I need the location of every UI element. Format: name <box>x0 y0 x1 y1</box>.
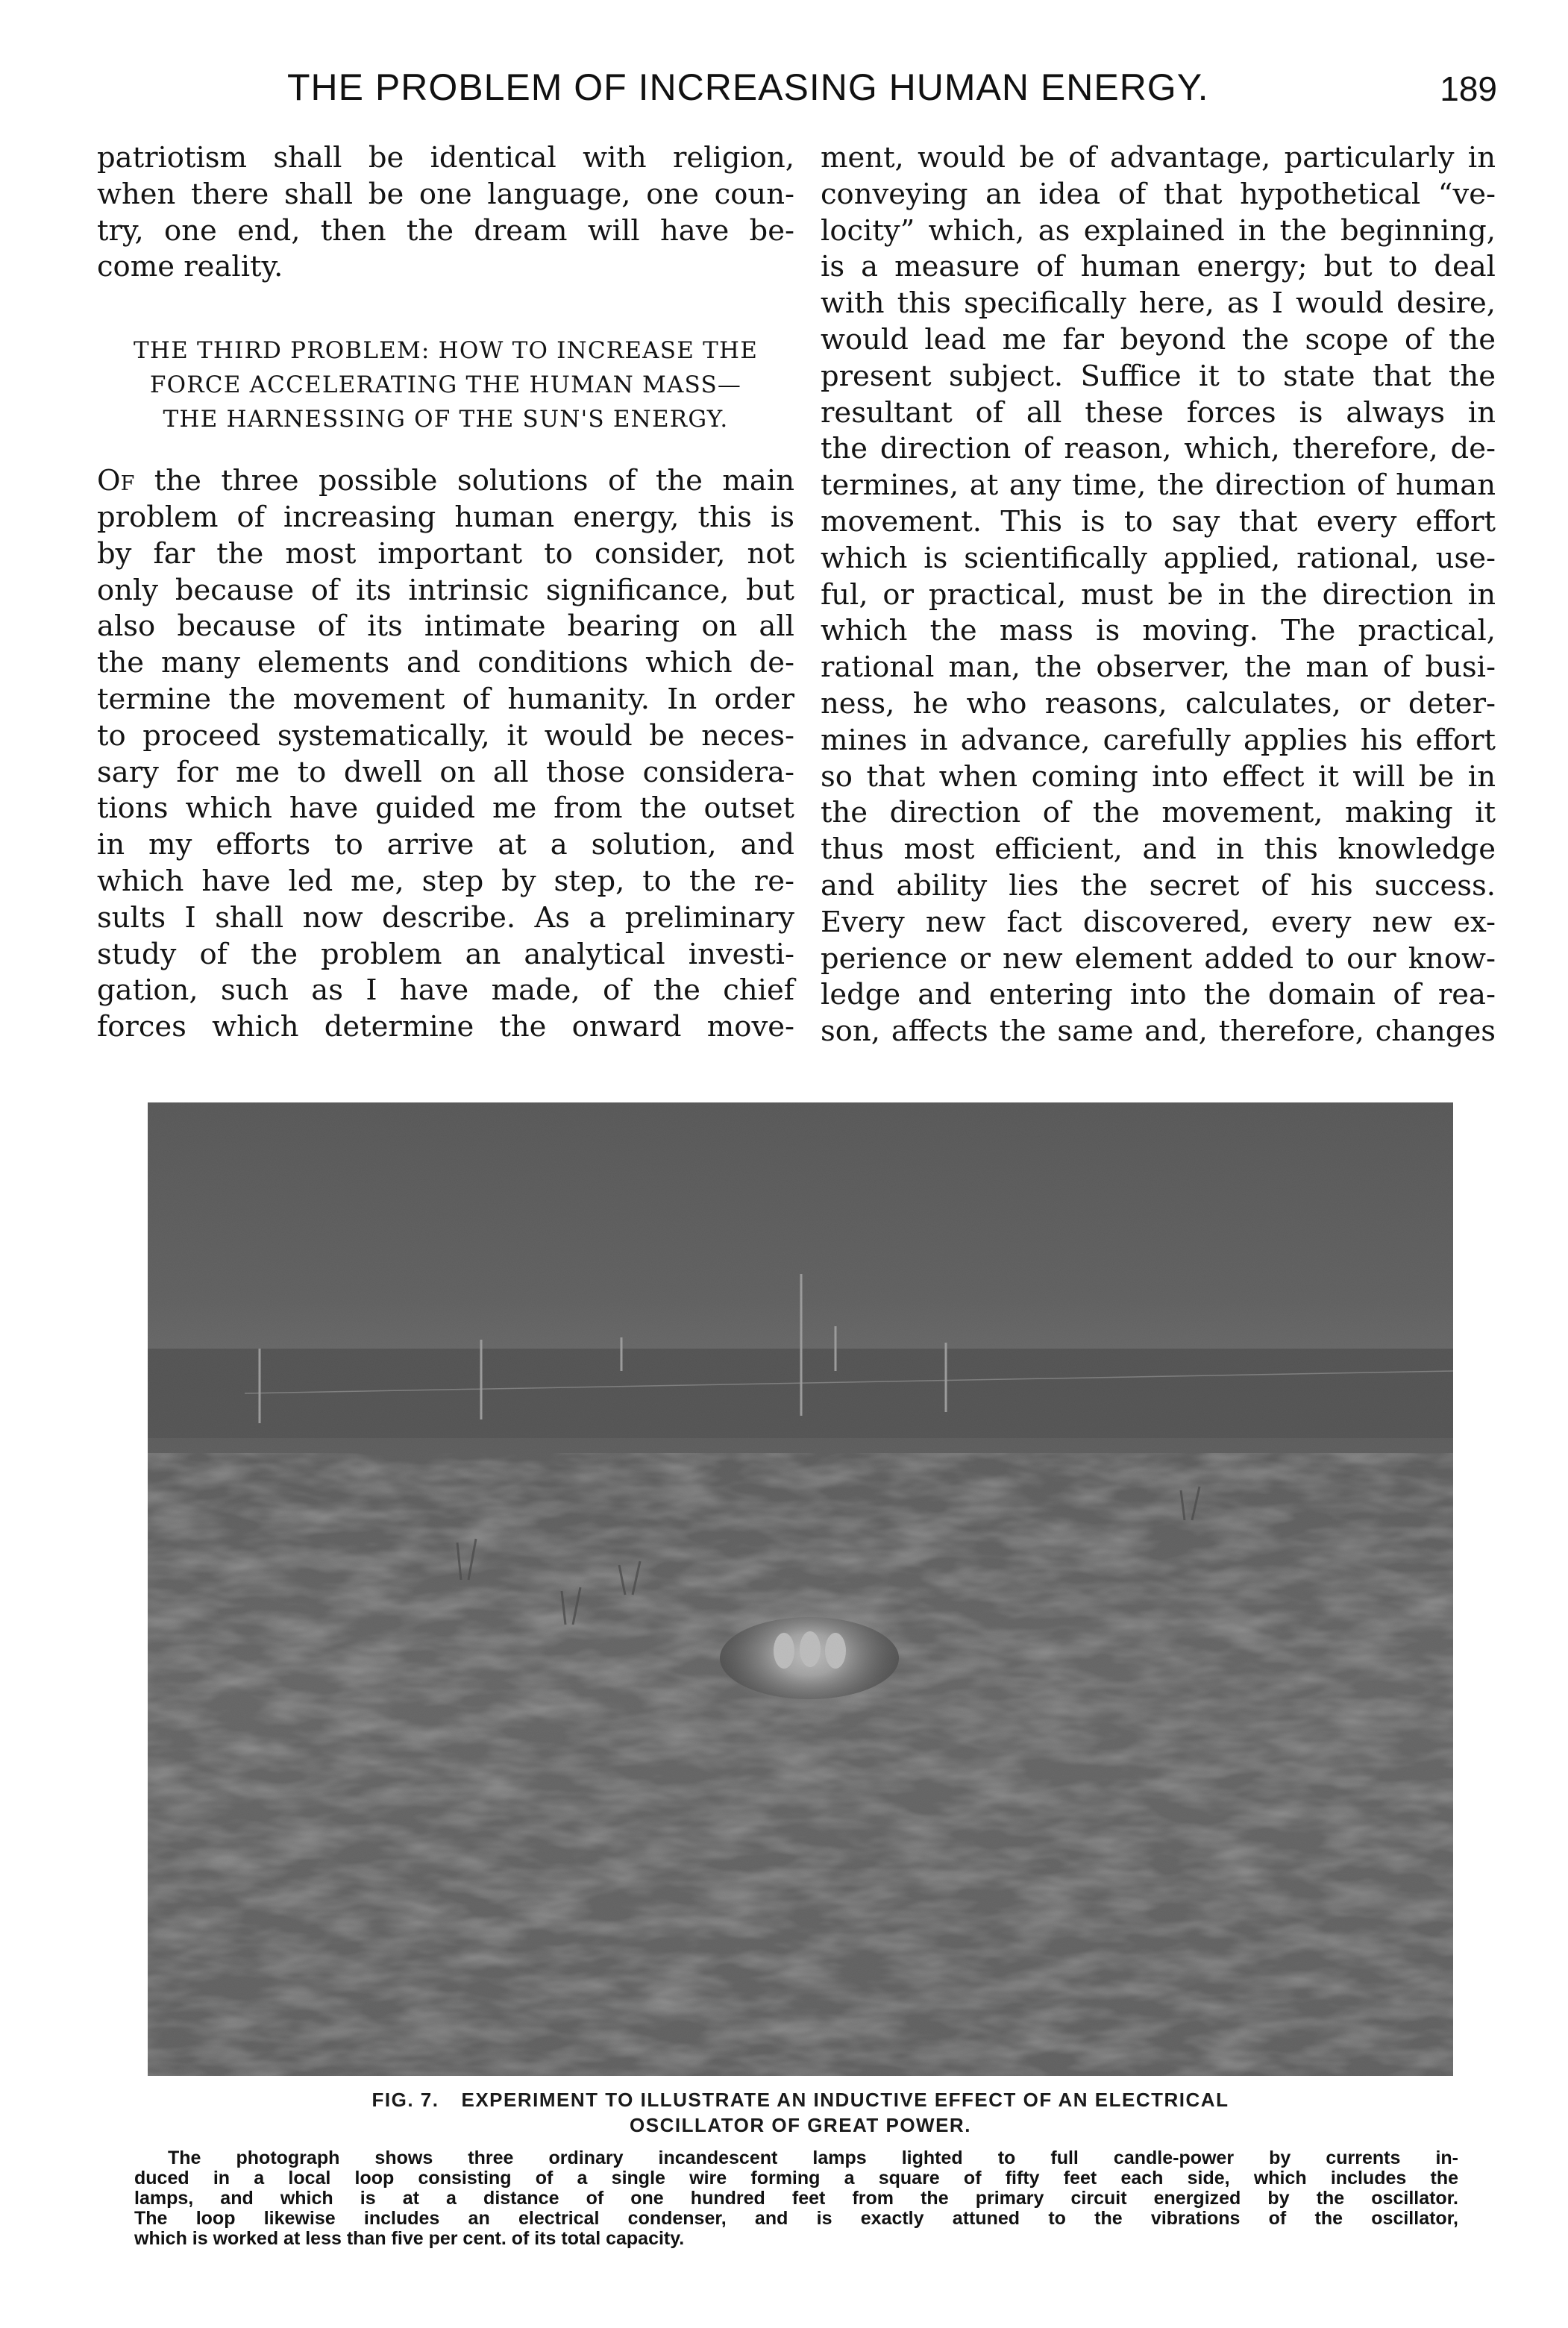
text-line: which is scientifically applied, rational, use- <box>821 541 1496 575</box>
text-line: study of the problem an analytical investi- <box>97 937 794 971</box>
figure-label: FIG. 7. <box>371 2089 439 2111</box>
caption-line <box>148 2087 1453 2112</box>
paragraph-continued <box>821 140 1496 1050</box>
text-line: the many elements and conditions which de- <box>97 646 794 680</box>
text-line: conveying an idea of that hypothetical “ve- <box>821 177 1496 211</box>
text-line: in my efforts to arrive at a solution, and <box>97 828 794 862</box>
text-line: which the mass is moving. The practical, <box>821 614 1496 648</box>
text-line: ness, he who reasons, calculates, or deter- <box>821 686 1496 721</box>
running-header <box>97 66 1497 125</box>
text-line: son, affects the same and, therefore, changes <box>821 1014 1496 1049</box>
text-line: locity” which, as explained in the beginning, <box>821 213 1496 248</box>
text-line: gation, such as I have made, of the chief <box>97 973 794 1008</box>
text-line: to proceed systematically, it would be neces- <box>97 718 794 753</box>
note-line: which is worked at less than five per cent. of its total capacity. <box>134 2228 685 2249</box>
caption-line: OSCILLATOR OF GREAT POWER. <box>630 2114 971 2136</box>
text-line: the direction of the movement, making it <box>821 796 1496 830</box>
text-line: sary for me to dwell on all those considera- <box>97 755 794 789</box>
note-line: duced in a local loop consisting of a single wire forming a square of fifty feet each side, which includes the <box>134 2168 1458 2189</box>
text-line: only because of its intrinsic significance, but <box>97 573 794 607</box>
text-line: forces which determine the onward move- <box>97 1010 794 1044</box>
experiment-photograph <box>148 1102 1453 2076</box>
text-line: ful, or practical, must be in the direction in <box>821 577 1496 612</box>
text-line: mines in advance, carefully applies his effort <box>821 723 1496 757</box>
note-line: The photograph shows three ordinary incandescent lamps lighted to full candle-power by currents in- <box>168 2147 1458 2168</box>
note-line: The loop likewise includes an electrical condenser, and is exactly attuned to the vibrations of the oscillator, <box>134 2208 1458 2229</box>
text-line: tions which have guided me from the outset <box>97 791 794 826</box>
caption-title: EXPERIMENT TO ILLUSTRATE AN INDUCTIVE EFFECT OF AN ELECTRICAL <box>461 2089 1229 2111</box>
heading-line: THE THIRD PROBLEM: HOW TO INCREASE THE <box>133 337 759 365</box>
text-line: thus most efficient, and in this knowledge <box>821 832 1496 867</box>
text-line: rational man, the observer, the man of busi- <box>821 650 1496 685</box>
text-line: Every new fact discovered, every new ex- <box>821 905 1496 939</box>
text-line: sults I shall now describe. As a preliminary <box>97 900 794 935</box>
note-line: lamps, and which is at a distance of one hundred feet from the primary circuit energized by the oscillator. <box>134 2188 1458 2209</box>
heading-line: THE HARNESSING OF THE SUN'S ENERGY. <box>163 406 729 433</box>
text-line: come reality. <box>97 250 283 284</box>
text-line: termines, at any time, the direction of human <box>821 468 1496 503</box>
figure-note <box>134 2148 1458 2249</box>
text-line: by far the most important to consider, not <box>97 536 794 571</box>
heading-line: FORCE ACCELERATING THE HUMAN MASS— <box>149 371 742 399</box>
text-line: try, one end, then the dream will have be- <box>97 213 794 248</box>
text-line: ledge and entering into the domain of rea- <box>821 978 1496 1012</box>
opening-word: Of <box>97 464 135 498</box>
text-line: also because of its intimate bearing on all <box>97 609 794 644</box>
text-line <box>97 463 794 500</box>
text-line: patriotism shall be identical with religion, <box>97 141 794 175</box>
text-line: the direction of reason, which, therefore, de- <box>821 432 1496 466</box>
text-line: present subject. Suffice it to state that the <box>821 359 1496 393</box>
photo-illustration <box>148 1102 1453 2076</box>
running-title: THE PROBLEM OF INCREASING HUMAN ENERGY. <box>287 66 1209 108</box>
text-line: would lead me far beyond the scope of the <box>821 322 1496 357</box>
text-line: is a measure of human energy; but to deal <box>821 250 1496 284</box>
figure-caption <box>148 2087 1453 2138</box>
text-line: perience or new element added to our know- <box>821 941 1496 976</box>
paragraph-patriotism <box>97 140 794 286</box>
text-line: which have led me, step by step, to the re- <box>97 864 794 898</box>
right-column <box>821 140 1496 1050</box>
section-heading <box>97 333 794 436</box>
page-number: 189 <box>1440 69 1497 108</box>
text-line: movement. This is to say that every effort <box>821 504 1496 539</box>
text-line: when there shall be one language, one coun- <box>97 177 794 211</box>
text-fragment: the three possible solutions of the main <box>134 464 794 498</box>
paragraph-third-problem <box>97 463 794 1046</box>
film-grain <box>148 1102 1453 2076</box>
text-line: ment, would be of advantage, particularly in <box>821 141 1496 175</box>
text-line: problem of increasing human energy, this is <box>97 500 794 534</box>
text-line: termine the movement of humanity. In order <box>97 682 794 716</box>
text-line: resultant of all these forces is always in <box>821 395 1496 430</box>
text-line: so that when coming into effect it will be in <box>821 759 1496 794</box>
text-line: and ability lies the secret of his success. <box>821 868 1496 903</box>
text-line: with this specifically here, as I would desire, <box>821 286 1496 321</box>
left-column <box>97 140 794 1046</box>
